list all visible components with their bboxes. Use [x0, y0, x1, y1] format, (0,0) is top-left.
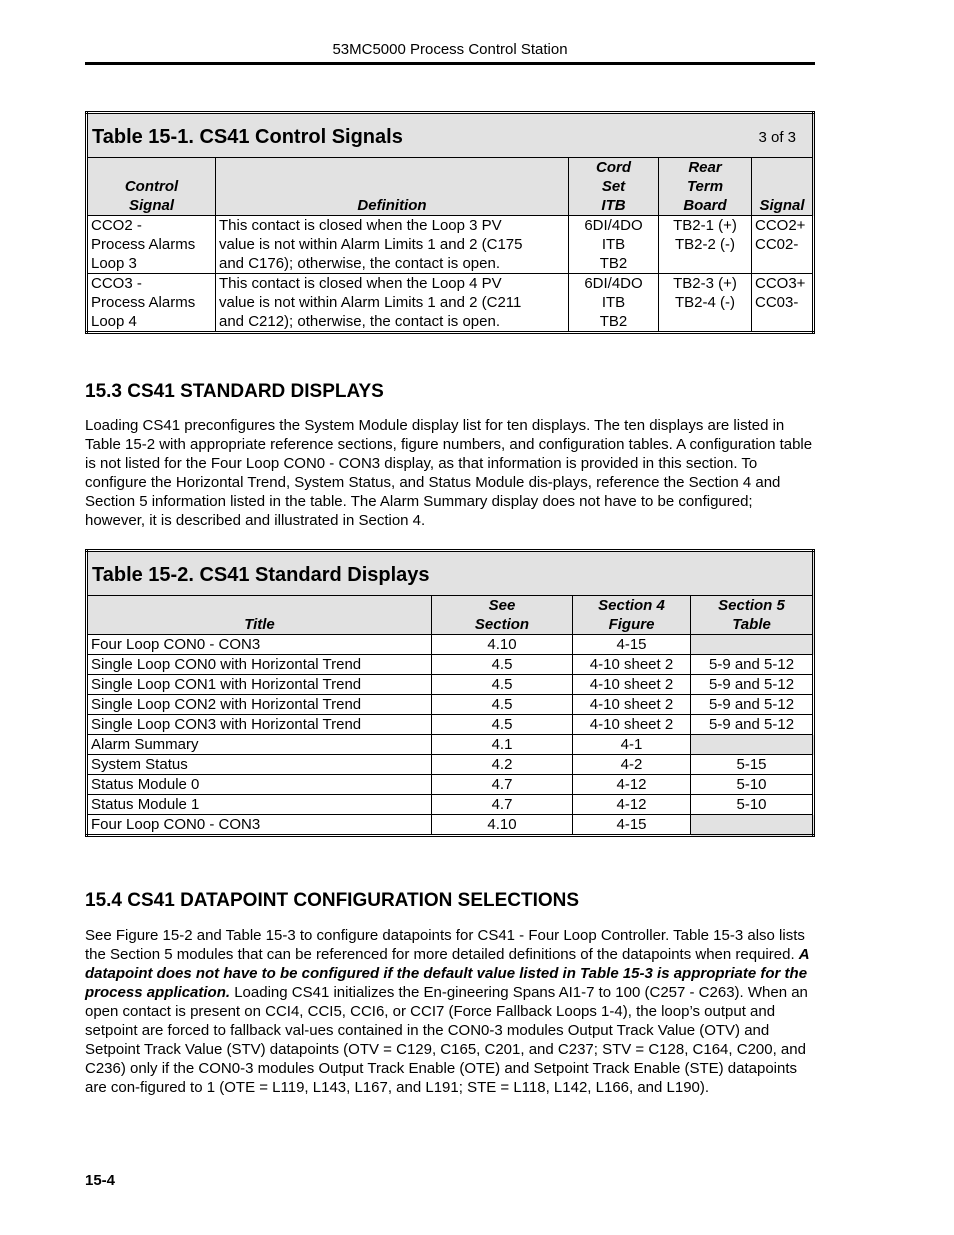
cell-rear-term-board [659, 216, 752, 274]
cell-line: CCO2 - [91, 217, 142, 234]
cell-title: Single Loop CON1 with Horizontal Trend [87, 675, 432, 695]
cell-section-5-table: 5-9 and 5-12 [691, 695, 814, 715]
cell-title: Single Loop CON3 with Horizontal Trend [87, 715, 432, 735]
section-15-3-paragraph: Loading CS41 preconfigures the System Module display list for ten displays. The ten displays are listed in Table 15-2 with appropriate reference sections, figure numbers, and configuration tables. A configuration table is not listed for the Four Loop CON0 - CON3 display, as that information is provided in this section. To configure the Horizontal Trend, System Status, and Status Module dis-plays, reference the Section 4 and Section 5 information listed in the table. The Alarm Summary display does not have to be configured; however, it is described and illustrated in Section 4. [85, 417, 813, 529]
cell-title: System Status [87, 755, 432, 775]
cell-title: Four Loop CON0 - CON3 [87, 815, 432, 836]
cell-section-4-figure: 4-15 [573, 635, 691, 655]
column-header-title: Title [87, 596, 432, 635]
cell-line: ITB [601, 236, 626, 253]
table-title-row [87, 551, 814, 596]
page-header [85, 38, 815, 65]
cell-line: and C176); otherwise, the contact is open. [219, 255, 501, 272]
table-page-indicator: 3 of 3 [758, 129, 797, 146]
cell-section-4-figure: 4-10 sheet 2 [573, 675, 691, 695]
cell-line: Loop 4 [91, 313, 137, 330]
cell-line: ITB [601, 294, 626, 311]
table-row [87, 274, 814, 333]
cell-section-5-table [691, 815, 814, 836]
cell-see-section: 4.5 [432, 715, 573, 735]
cell-cord-set-itb [569, 274, 659, 333]
table-row [87, 675, 814, 695]
column-header-section-4-figure: Section 4 Figure [573, 596, 691, 635]
table-header-row [87, 596, 814, 635]
column-header-see-section: See Section [432, 596, 573, 635]
cell-definition [216, 274, 569, 333]
column-header-definition: Definition [216, 158, 569, 216]
section-heading-15-3: 15.3 CS41 STANDARD DISPLAYS [85, 381, 384, 402]
cell-signal [752, 216, 814, 274]
table-row [87, 695, 814, 715]
cell-title: Status Module 1 [87, 795, 432, 815]
cell-title: Single Loop CON2 with Horizontal Trend [87, 695, 432, 715]
table-row [87, 755, 814, 775]
cell-line: and C212); otherwise, the contact is open. [219, 313, 501, 330]
paragraph-text-end: Loading CS41 initializes the En-gineering Spans AI1-7 to 100 (C257 - C263). When an open contact is present on CCI4, CCI5, CCI6, or CCI7 (Force Fallback Loops 1-4), the loop’s output and setpoint are forced to fallback val-ues contained in the CON0-3 modules Output Track Value (OTV) and Setpoint Track Value (STV) datapoints (OTV = C129, C165, C201, and C237; STV = C128, C164, C200, and C236) only if the CON0-3 modules Output Track Enable (OTE) and Setpoint Track Enable (STE) datapoints are con-figured to 1 (OTE = L119, L143, L167, and L191; STE = L118, L142, L166, and L190). [85, 984, 808, 1096]
cell-line: This contact is closed when the Loop 4 PV [219, 275, 502, 292]
column-header-control-signal: Control Signal [87, 158, 216, 216]
page-number: 15-4 [85, 1172, 116, 1189]
cell-section-5-table: 5-9 and 5-12 [691, 715, 814, 735]
cell-line: This contact is closed when the Loop 3 PV [219, 217, 502, 234]
section-heading-15-4: 15.4 CS41 DATAPOINT CONFIGURATION SELECTIONS [85, 890, 580, 911]
cell-see-section: 4.10 [432, 635, 573, 655]
cell-section-4-figure: 4-10 sheet 2 [573, 695, 691, 715]
cell-line: Process Alarms [91, 236, 196, 253]
cell-signal [752, 274, 814, 333]
cell-title: Four Loop CON0 - CON3 [87, 635, 432, 655]
table-row [87, 635, 814, 655]
cell-control-signal [87, 216, 216, 274]
cell-line: TB2-3 (+) [673, 275, 737, 292]
cell-line: TB2-1 (+) [673, 217, 737, 234]
cell-line: CCO3 - [91, 275, 142, 292]
table-header-row [87, 158, 814, 216]
cell-see-section: 4.1 [432, 735, 573, 755]
cell-section-4-figure: 4-10 sheet 2 [573, 715, 691, 735]
cell-section-5-table: 5-9 and 5-12 [691, 675, 814, 695]
column-header-cord-set-itb: Cord Set ITB [569, 158, 659, 216]
cell-section-5-table: 5-10 [691, 775, 814, 795]
paragraph-text-start: See Figure 15-2 and Table 15-3 to configure datapoints for CS41 - Four Loop Controller. Table 15-3 also lists the Section 5 modules that can be referenced for more detailed definitions of the datapoints when required. [85, 927, 805, 963]
cell-line: TB2-2 (-) [675, 236, 735, 253]
cell-line: CCO2+ [755, 217, 806, 234]
cell-see-section: 4.5 [432, 655, 573, 675]
cell-section-4-figure: 4-15 [573, 815, 691, 836]
cell-section-4-figure: 4-12 [573, 775, 691, 795]
cell-section-4-figure: 4-10 sheet 2 [573, 655, 691, 675]
table-title: Table 15-2. CS41 Standard Displays [87, 551, 814, 596]
cell-see-section: 4.7 [432, 795, 573, 815]
table-row [87, 815, 814, 836]
cell-line: 6DI/4DO [584, 217, 643, 234]
cell-line: CC03- [755, 294, 799, 311]
standard-displays-table [85, 549, 815, 837]
cell-see-section: 4.2 [432, 755, 573, 775]
paragraph-emphasis: A datapoint does not have to be configured if the default value listed in Table 15-3 is appropriate for the process application. [85, 946, 810, 1001]
table-title-row [87, 113, 814, 158]
cell-definition [216, 216, 569, 274]
cell-see-section: 4.5 [432, 695, 573, 715]
cell-line: Loop 3 [91, 255, 137, 272]
column-header-section-5-table: Section 5 Table [691, 596, 814, 635]
cell-see-section: 4.5 [432, 675, 573, 695]
table-row [87, 775, 814, 795]
cell-control-signal [87, 274, 216, 333]
cell-title: Single Loop CON0 with Horizontal Trend [87, 655, 432, 675]
cell-line: Process Alarms [91, 294, 196, 311]
cell-section-5-table: 5-10 [691, 795, 814, 815]
cell-see-section: 4.10 [432, 815, 573, 836]
table-title: 3 of 3 Table 15-1. CS41 Control Signals [87, 113, 814, 158]
table-row [87, 795, 814, 815]
cell-section-4-figure: 4-12 [573, 795, 691, 815]
cell-line: TB2-4 (-) [675, 294, 735, 311]
table-row [87, 216, 814, 274]
cell-line: TB2 [599, 313, 628, 330]
cell-section-5-table: 5-15 [691, 755, 814, 775]
cell-line: value is not within Alarm Limits 1 and 2 (C175 [219, 236, 523, 253]
cell-title: Alarm Summary [87, 735, 432, 755]
column-header-signal: Signal [752, 158, 814, 216]
column-header-rear-term-board: Rear Term Board [659, 158, 752, 216]
cell-see-section: 4.7 [432, 775, 573, 795]
cell-section-5-table [691, 735, 814, 755]
cell-section-4-figure: 4-2 [573, 755, 691, 775]
cell-line: CCO3+ [755, 275, 806, 292]
cell-cord-set-itb [569, 216, 659, 274]
table-row [87, 715, 814, 735]
document-title: 53MC5000 Process Control Station [332, 41, 568, 58]
cell-line: TB2 [599, 255, 628, 272]
cell-line: CC02- [755, 236, 799, 253]
cell-section-5-table [691, 635, 814, 655]
cell-section-4-figure: 4-1 [573, 735, 691, 755]
table-row [87, 655, 814, 675]
table-row [87, 735, 814, 755]
control-signals-table [85, 111, 815, 334]
cell-line: 6DI/4DO [584, 275, 643, 292]
cell-title: Status Module 0 [87, 775, 432, 795]
cell-section-5-table: 5-9 and 5-12 [691, 655, 814, 675]
cell-rear-term-board [659, 274, 752, 333]
cell-line: value is not within Alarm Limits 1 and 2 (C211 [219, 294, 522, 311]
section-15-4-paragraph [85, 926, 815, 1097]
